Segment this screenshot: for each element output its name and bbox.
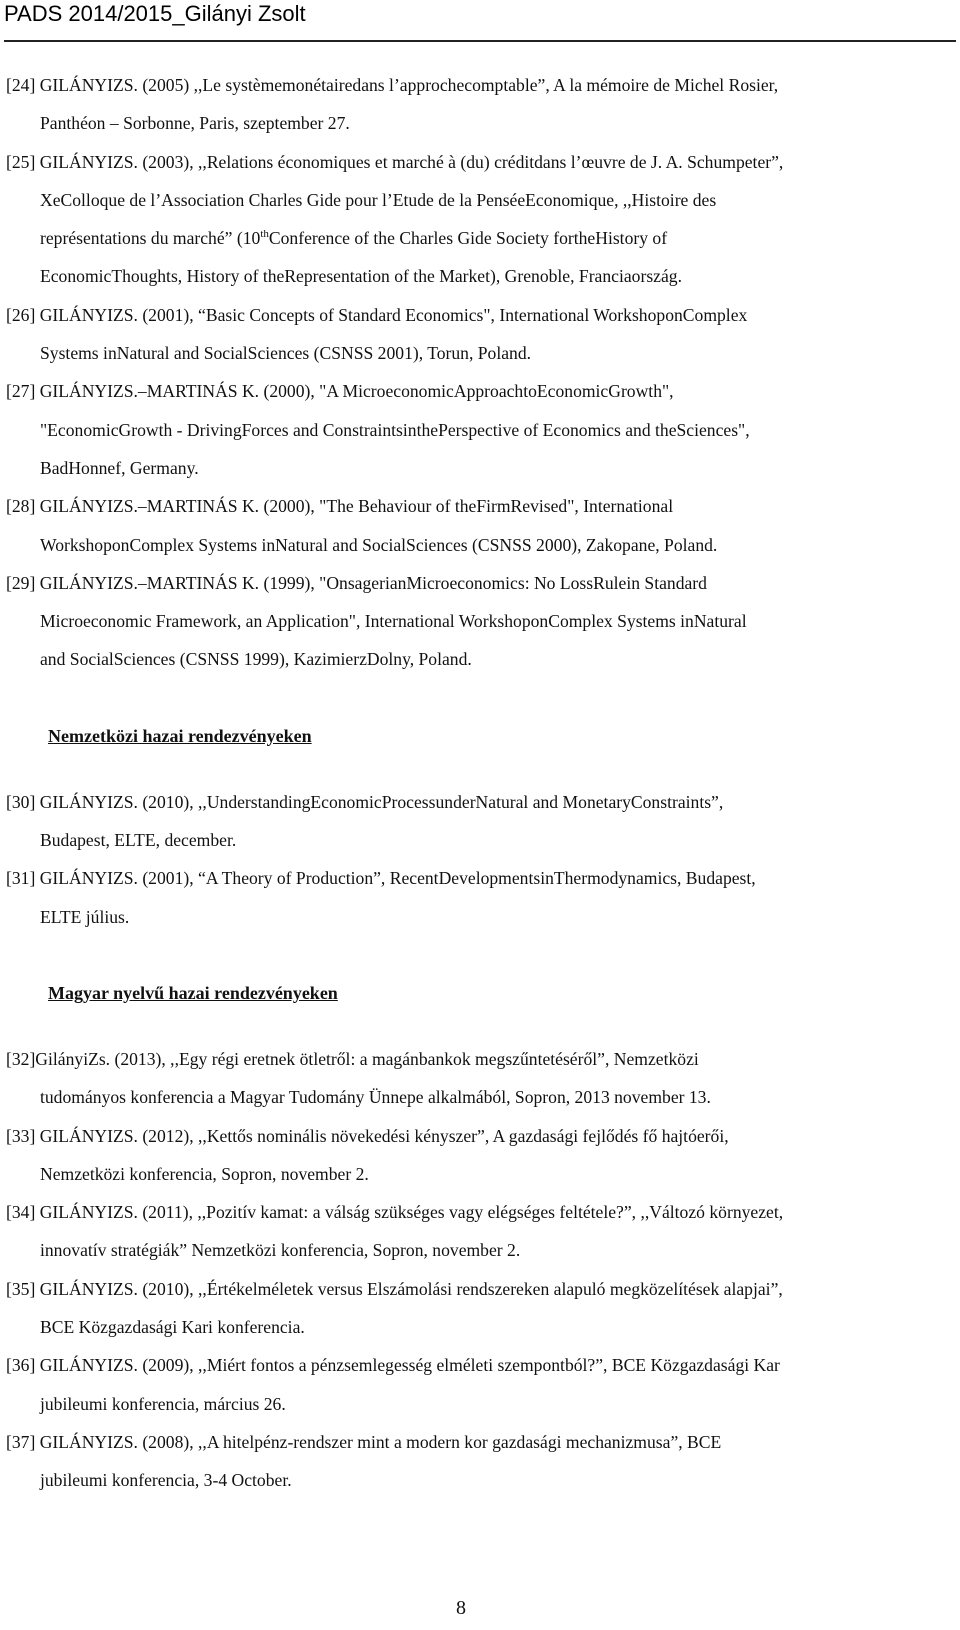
reference-line xyxy=(6,219,928,257)
section-heading-international: Nemzetközi hazai rendezvényeken xyxy=(48,725,312,746)
reference-text: Conference of the Charles Gide Society fortheHistory of xyxy=(268,228,668,249)
reference-list xyxy=(6,66,928,1500)
reference-line: [24] GILÁNYIZS. (2005) ,,Le systèmemonétairedans l’approchecomptable”, A la mémoire de Michel Rosier, xyxy=(6,75,779,95)
reference-line: tudományos konferencia a Magyar Tudomány Ünnepe alkalmából, Sopron, 2013 november 13. xyxy=(40,1087,711,1108)
reference-33 xyxy=(6,1117,928,1194)
spacer xyxy=(6,936,928,974)
reference-line: and SocialSciences (CSNSS 1999), KazimierzDolny, Poland. xyxy=(40,649,472,670)
reference-line: [27] GILÁNYIZS.–MARTINÁS K. (2000), "A MicroeconomicApproachtoEconomicGrowth", xyxy=(6,381,674,402)
reference-line: Nemzetközi konferencia, Sopron, november 2. xyxy=(40,1163,369,1184)
reference-line: "EconomicGrowth - DrivingForces and ConstraintsinthePerspective of Economics and theSciences", xyxy=(40,419,750,440)
reference-text: représentations du marché” (10 xyxy=(40,228,261,249)
reference-line: [36] GILÁNYIZS. (2009), ,,Miért fontos a pénzsemlegesség elméleti szempontból?”, BCE Közgazdasági Kar xyxy=(6,1355,780,1376)
reference-line: ELTE július. xyxy=(40,906,130,927)
reference-24 xyxy=(6,66,928,143)
reference-26 xyxy=(6,296,928,373)
page-header-title: PADS 2014/2015_Gilányi Zsolt xyxy=(4,1,306,26)
reference-36 xyxy=(6,1346,928,1423)
reference-27 xyxy=(6,372,928,487)
reference-line: Systems inNatural and SocialSciences (CSNSS 2001), Torun, Poland. xyxy=(40,343,532,364)
spacer xyxy=(6,755,928,783)
reference-34 xyxy=(6,1193,928,1270)
reference-line: [37] GILÁNYIZS. (2008), ,,A hitelpénz-rendszer mint a modern kor gazdasági mechanizmusa”, BCE xyxy=(6,1431,722,1452)
reference-line: EconomicThoughts, History of theRepresentation of the Market), Grenoble, Franciaország. xyxy=(40,266,682,287)
reference-line: [26] GILÁNYIZS. (2001), “Basic Concepts of Standard Economics", International WorkshoponComplex xyxy=(6,304,748,325)
spacer xyxy=(6,679,928,717)
reference-line: [28] GILÁNYIZS.–MARTINÁS K. (2000), "The Behaviour of theFirmRevised", International xyxy=(6,496,674,517)
reference-30 xyxy=(6,783,928,860)
reference-37 xyxy=(6,1423,928,1500)
reference-31 xyxy=(6,859,928,936)
reference-28 xyxy=(6,487,928,564)
reference-line: jubileumi konferencia, március 26. xyxy=(40,1393,286,1414)
reference-line: [29] GILÁNYIZS.–MARTINÁS K. (1999), "OnsagerianMicroeconomics: No LossRulein Standard xyxy=(6,572,707,593)
reference-line: BadHonnef, Germany. xyxy=(40,457,199,478)
reference-line: XeColloque de l’Association Charles Gide pour l’Etude de la PenséeEconomique, ,,Histoire des xyxy=(40,189,717,210)
reference-35 xyxy=(6,1270,928,1347)
reference-line: [32]GilányiZs. (2013), ,,Egy régi eretnek ötletről: a magánbankok megszűntetéséről”, Nemzetközi xyxy=(6,1048,699,1069)
reference-line: [31] GILÁNYIZS. (2001), “A Theory of Production”, RecentDevelopmentsinThermodynamics, Budapest, xyxy=(6,868,756,889)
reference-line: Microeconomic Framework, an Application", International WorkshoponComplex Systems inNatural xyxy=(40,611,747,632)
reference-29 xyxy=(6,564,928,679)
reference-line: [30] GILÁNYIZS. (2010), ,,UnderstandingEconomicProcessunderNatural and MonetaryConstraints”, xyxy=(6,791,724,812)
reference-line: innovatív stratégiák” Nemzetközi konferencia, Sopron, november 2. xyxy=(40,1240,521,1261)
page-number: 8 xyxy=(456,1597,466,1619)
reference-line: jubileumi konferencia, 3-4 October. xyxy=(40,1470,292,1491)
reference-line: Panthéon – Sorbonne, Paris, szeptember 27. xyxy=(40,113,350,134)
reference-line: [25] GILÁNYIZS. (2003), ,,Relations économiques et marché à (du) créditdans l’œuvre de J. A. Schumpeter”, xyxy=(6,151,784,172)
reference-line: [35] GILÁNYIZS. (2010), ,,Értékelméletek versus Elszámolási rendszereken alapuló megközelítések alapjai”, xyxy=(6,1278,783,1299)
reference-32 xyxy=(6,1040,928,1117)
reference-line: WorkshoponComplex Systems inNatural and SocialSciences (CSNSS 2000), Zakopane, Poland. xyxy=(40,534,718,555)
reference-line: [33] GILÁNYIZS. (2012), ,,Kettős nominális növekedési kényszer”, A gazdasági fejlődés fő hajtóerői, xyxy=(6,1125,729,1146)
superscript: th xyxy=(260,228,269,241)
reference-line: [34] GILÁNYIZS. (2011), ,,Pozitív kamat: a válság szükséges vagy elégséges feltétele?”, ,,Változó környezet, xyxy=(6,1202,784,1223)
reference-line: BCE Közgazdasági Kari konferencia. xyxy=(40,1317,305,1338)
reference-line: Budapest, ELTE, december. xyxy=(40,830,237,851)
reference-25 xyxy=(6,143,928,296)
section-heading-hungarian: Magyar nyelvű hazai rendezvényeken xyxy=(48,982,338,1003)
header-divider xyxy=(4,40,956,42)
spacer xyxy=(6,1012,928,1040)
